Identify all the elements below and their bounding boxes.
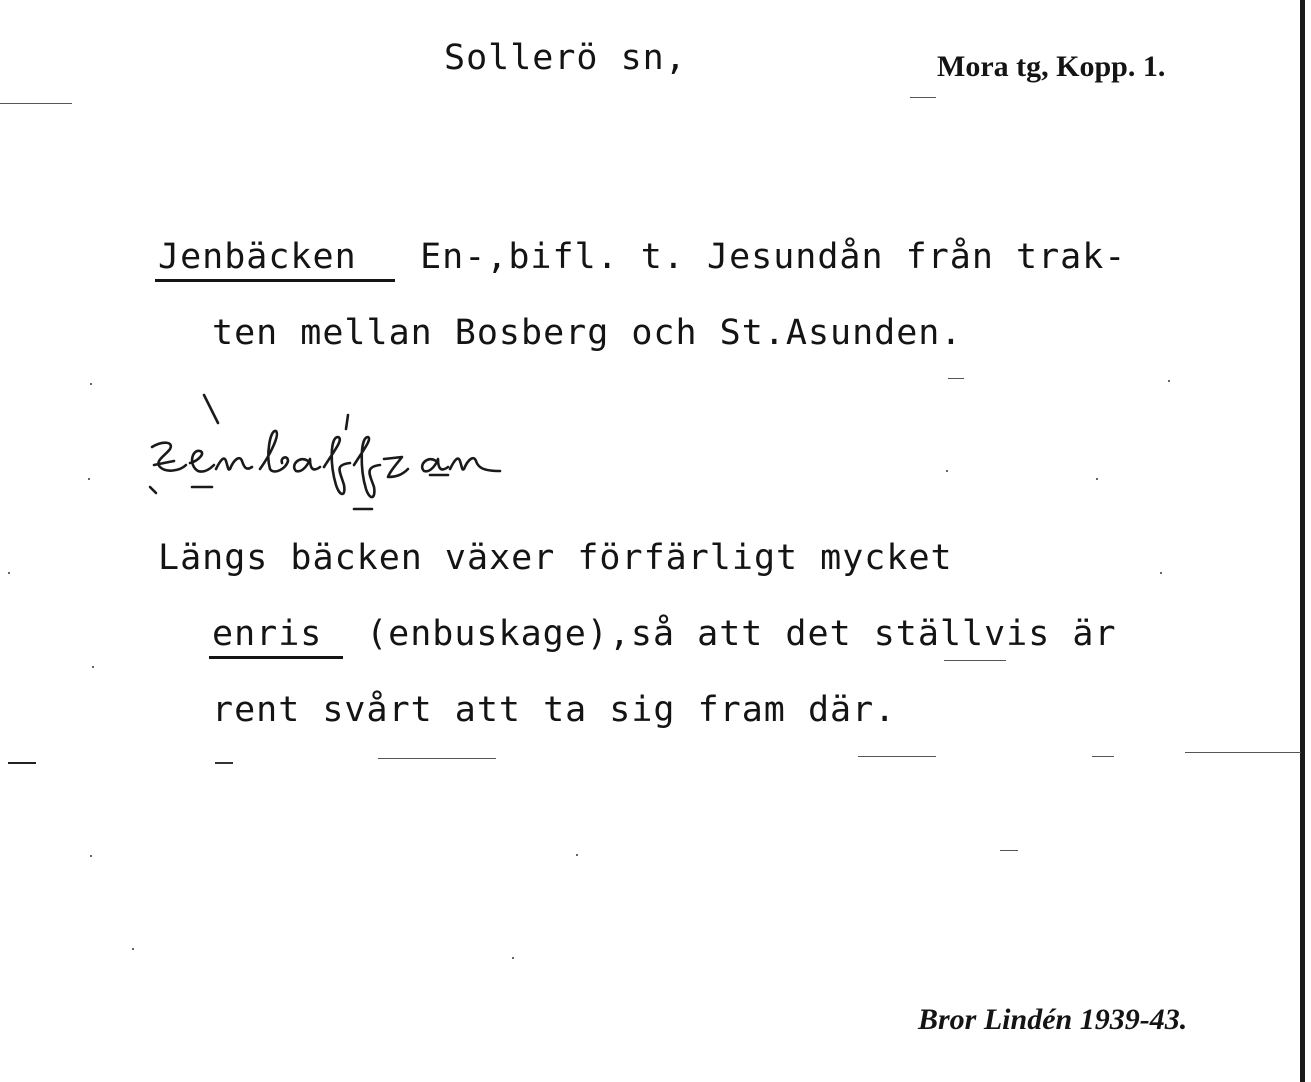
note-underlined-word: enris xyxy=(212,614,323,654)
scan-mark xyxy=(948,378,964,379)
scan-mark xyxy=(944,660,1006,661)
scan-mark xyxy=(858,756,936,757)
headword: Jenbäcken xyxy=(158,237,357,277)
scan-speck xyxy=(946,470,948,472)
scan-speck xyxy=(1160,572,1162,574)
scan-mark xyxy=(1092,756,1114,757)
scan-mark xyxy=(378,758,496,759)
scan-speck xyxy=(88,478,90,480)
scan-speck xyxy=(90,383,92,385)
scan-mark xyxy=(215,762,233,764)
note-word-underline xyxy=(209,656,343,659)
scan-speck xyxy=(90,855,92,857)
note-line-3: rent svårt att ta sig fram där. xyxy=(212,690,897,730)
card-edge-line xyxy=(1300,0,1305,1082)
scan-mark xyxy=(8,762,36,764)
scan-speck xyxy=(92,666,94,668)
scan-mark xyxy=(910,97,936,98)
scan-mark xyxy=(0,103,72,104)
scan-speck xyxy=(576,854,578,856)
parish-label: Sollerö sn, xyxy=(444,38,687,78)
note-line-2: (enbuskage),så att det ställvis är xyxy=(344,614,1117,654)
scan-mark xyxy=(1000,850,1018,851)
headword-underline xyxy=(155,279,395,282)
scan-speck xyxy=(1096,478,1098,480)
author-signature: Bror Lindén 1939-43. xyxy=(918,1003,1188,1036)
handwritten-pronunciation xyxy=(140,385,530,515)
scan-speck xyxy=(8,572,10,574)
definition-line-1: En-,bifl. t. Jesundån från trak- xyxy=(398,237,1127,277)
scan-mark xyxy=(1185,752,1301,753)
scan-speck xyxy=(132,948,134,950)
scan-speck xyxy=(1168,380,1170,382)
district-label: Mora tg, Kopp. 1. xyxy=(937,50,1166,83)
note-line-1: Längs bäcken växer förfärligt mycket xyxy=(158,538,953,578)
definition-line-2: ten mellan Bosberg och St.Asunden. xyxy=(212,313,963,353)
scan-speck xyxy=(512,957,514,959)
